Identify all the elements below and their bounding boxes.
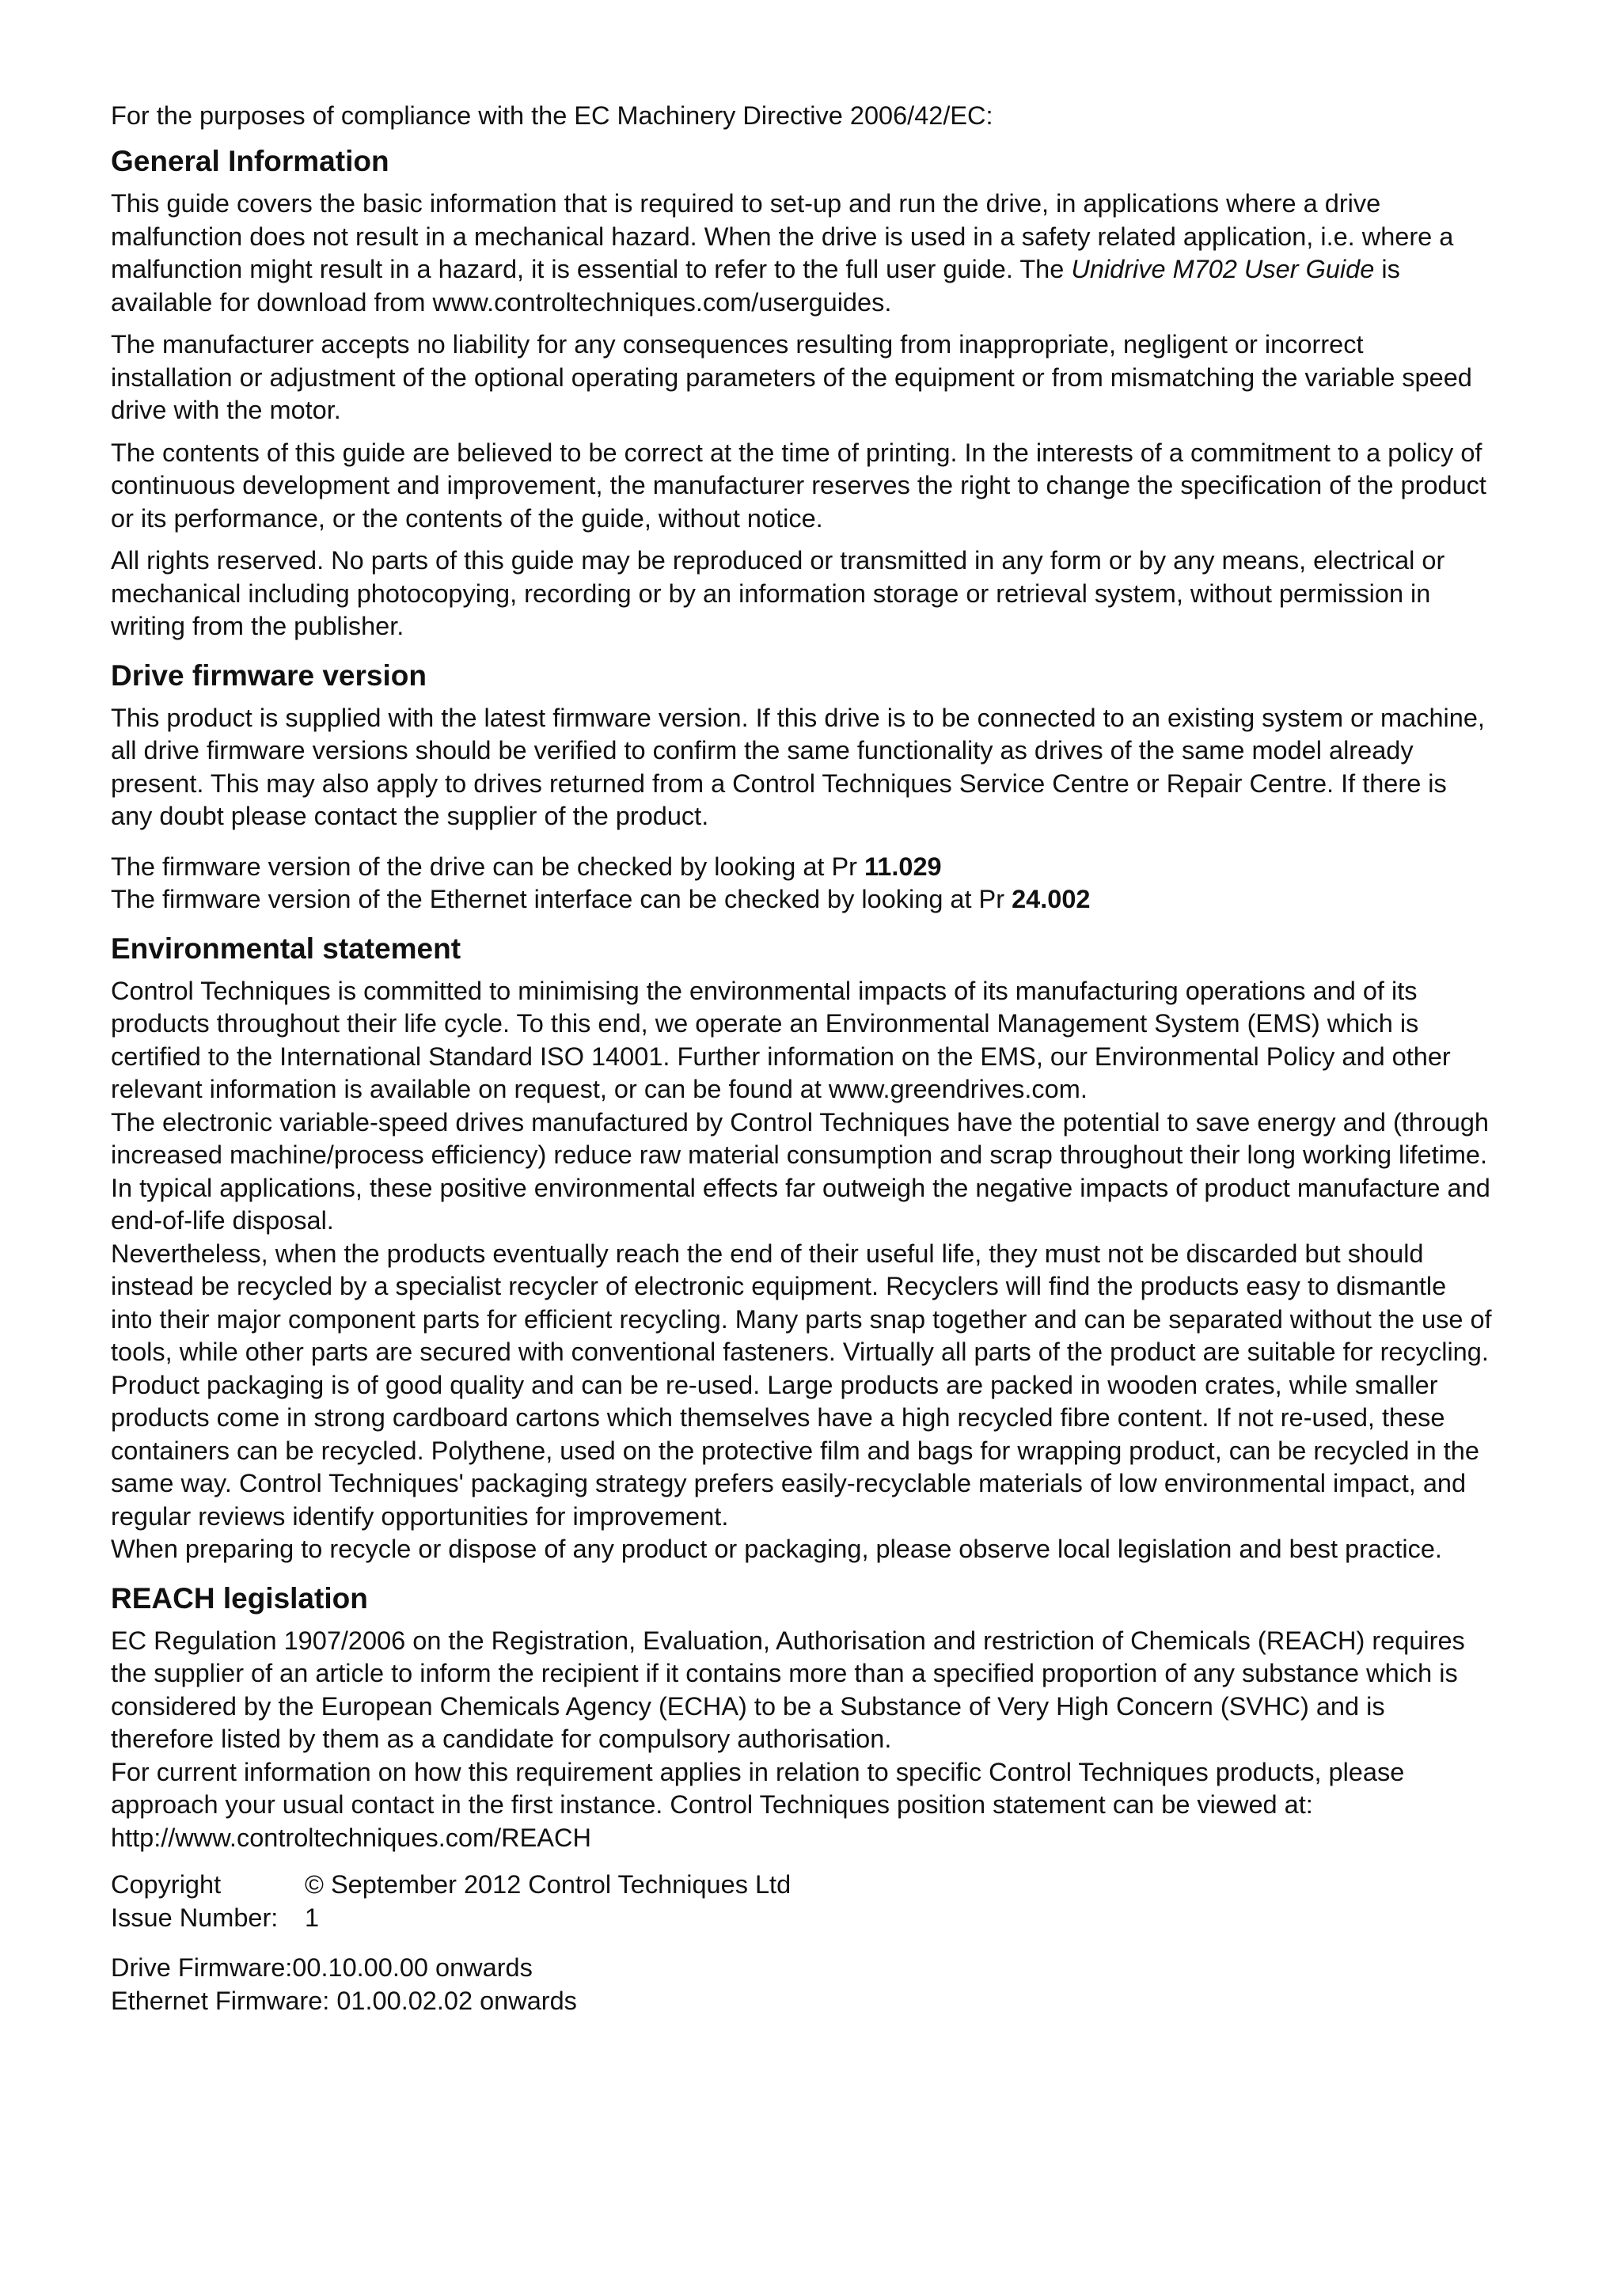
firmware-versions-block [111, 1952, 1492, 2017]
firmware-param-drive: 11.029 [864, 852, 942, 881]
environmental-paragraph-3: Nevertheless, when the products eventually reach the end of their useful life, they must not be discarded but should instead be recycled by a specialist recycler of electronic equipment. Recyclers will find the products easy to dismantle into their major component parts for efficient recycling. Many parts snap together and can be separated without the use of tools, while other parts are secured with conventional fasteners. Virtually all parts of the product are suitable for recycling. [111, 1239, 1492, 1366]
reach-heading: REACH legislation [111, 1581, 368, 1615]
issue-row [111, 1902, 1492, 1935]
general-information-heading: General Information [111, 145, 389, 177]
user-guide-title: Unidrive M702 User Guide [1071, 255, 1375, 283]
environmental-paragraph-4: Product packaging is of good quality and can be re-used. Large products are packed in wooden crates, while smaller products come in strong cardboard cartons which themselves have a high recycled fibre content. If not re-used, these containers can be recycled. Polythene, used on the protective film and bags for wrapping product, can be recycled in the same way. Control Techniques' packaging strategy prefers easily-recyclable materials of low environmental impact, and regular reviews identify opportunities for improvement. [111, 1370, 1479, 1531]
general-p1-after: is available for download from www.controltechniques.com/userguides. [111, 255, 1400, 317]
general-p1-before: This guide covers the basic information that is required to set-up and run the drive, in applications where a drive malfunction does not result in a mechanical hazard. When the drive is used in a safety related application, i.e. where a malfunction might result in a hazard, it is essential to refer to the full user guide. The [111, 189, 1454, 283]
firmware-heading: Drive firmware version [111, 658, 427, 692]
issue-label: Issue Number: [111, 1903, 279, 1932]
reach-paragraph-1: EC Regulation 1907/2006 on the Registration, Evaluation, Authorisation and restriction of Chemicals (REACH) requires the supplier of an article to inform the recipient if it contains more than a specified proportion of any substance which is considered by the European Chemicals Agency (ECHA) to be a Substance of Very High Concern (SVHC) and is therefore listed by them as a candidate for compulsory authorisation. [111, 1626, 1465, 1753]
general-paragraph-1 [111, 188, 1492, 319]
environmental-paragraph-5: When preparing to recycle or dispose of any product or packaging, please observe local legislation and best practice. [111, 1535, 1442, 1563]
intro-text: For the purposes of compliance with the EC Machinery Directive 2006/42/EC: [111, 101, 993, 130]
environmental-section [111, 931, 1492, 1566]
firmware-section [111, 658, 1492, 917]
copyright-row [111, 1869, 1492, 1902]
copyright-value: © September 2012 Control Techniques Ltd [305, 1870, 792, 1899]
firmware-line-drive-text: The firmware version of the drive can be checked by looking at Pr [111, 852, 864, 881]
environmental-paragraph-1: Control Techniques is committed to minimising the environmental impacts of its manufacturing operations and of its products throughout their life cycle. To this end, we operate an Environmental Management System (EMS) which is certified to the International Standard ISO 14001. Further information on the EMS, our Environmental Policy and other relevant information is available on request, or can be found at www.greendrives.com. [111, 976, 1451, 1103]
firmware-line-drive [111, 851, 1492, 884]
general-paragraph-3: The contents of this guide are believed to be correct at the time of printing. In the interests of a commitment to a policy of continuous development and improvement, the manufacturer reserves the right to change the specification of the product or its performance, or the contents of the guide, without notice. [111, 438, 1486, 533]
ethernet-firmware-line: Ethernet Firmware: 01.00.02.02 onwards [111, 1986, 577, 2015]
copyright-block [111, 1869, 1492, 1934]
firmware-paragraph-1: This product is supplied with the latest firmware version. If this drive is to be connected to an existing system or machine, all drive firmware versions should be verified to confirm the same functionality as drives of the same model already present. This may also apply to drives returned from a Control Techniques Service Centre or Repair Centre. If there is any doubt please contact the supplier of the product. [111, 703, 1485, 830]
firmware-param-ethernet: 24.002 [1012, 885, 1091, 913]
reach-url: http://www.controltechniques.com/REACH [111, 1823, 591, 1852]
firmware-line-ethernet [111, 883, 1492, 917]
issue-value: 1 [305, 1903, 320, 1932]
document-page [111, 100, 1492, 2017]
reach-section [111, 1581, 1492, 1855]
general-paragraph-4: All rights reserved. No parts of this guide may be reproduced or transmitted in any form or by any means, electrical or mechanical including photocopying, recording or by an information storage or retrieval system, without permission in writing from the publisher. [111, 546, 1445, 640]
drive-firmware-line: Drive Firmware:00.10.00.00 onwards [111, 1953, 533, 1982]
environmental-paragraph-2: The electronic variable-speed drives manufactured by Control Techniques have the potential to save energy and (through increased machine/process efficiency) reduce raw material consumption and scrap throughout their long working lifetime. In typical applications, these positive environmental effects far outweigh the negative impacts of product manufacture and end-of-life disposal. [111, 1107, 1490, 1235]
copyright-label: Copyright [111, 1870, 222, 1899]
environmental-heading: Environmental statement [111, 932, 461, 965]
general-information-section [111, 143, 1492, 643]
general-paragraph-2: The manufacturer accepts no liability for any consequences resulting from inappropriate, negligent or incorrect installation or adjustment of the optional operating parameters of the equipment or from mismatching the variable speed drive with the motor. [111, 330, 1472, 424]
reach-paragraph-2: For current information on how this requirement applies in relation to specific Control Techniques products, please approach your usual contact in the first instance. Control Techniques position statement can be viewed at: [111, 1757, 1405, 1819]
firmware-line-ethernet-text: The firmware version of the Ethernet interface can be checked by looking at Pr [111, 885, 1012, 913]
